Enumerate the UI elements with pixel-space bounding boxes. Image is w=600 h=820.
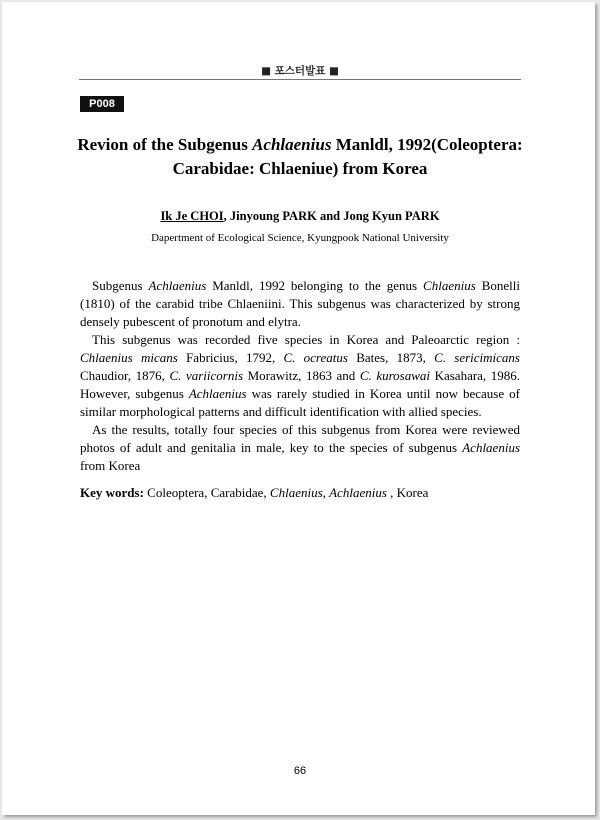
presenting-author: Ik Je CHOI xyxy=(160,209,224,223)
title-italic-genus: Achlaenius xyxy=(252,135,332,154)
text-run: Bates, 1873, xyxy=(347,350,435,365)
text-run: This subgenus was recorded five species in Korea and Paleoarctic region : xyxy=(92,332,520,347)
italic-run: Achlaenius xyxy=(148,278,207,293)
italic-run: C. variicornis xyxy=(169,368,244,383)
text-run: As the results, totally four species of this subgenus from Korea were reviewed photos of adult and genitalia in male, key to the species of subgenus xyxy=(80,422,520,455)
co-authors: , Jinyoung PARK and Jong Kyun PARK xyxy=(223,209,440,223)
text-run: , Korea xyxy=(386,485,429,500)
title-text-2: Manldl, 1992(Coleoptera: xyxy=(331,135,523,154)
italic-run: Chlaenius xyxy=(269,485,323,500)
italic-run: Achlaenius xyxy=(462,440,520,455)
abstract-paragraph-2 xyxy=(80,331,520,421)
text-run: Bonelli (1810) of the carabid tribe Chlaeniini. This subgenus was characterized by strong densely pubescent of pronotum and elytra. xyxy=(80,278,521,329)
author-list xyxy=(0,209,600,224)
abstract-paragraph-1 xyxy=(80,277,520,331)
italic-run: C. kurosawai xyxy=(359,368,431,383)
italic-run: Achlaenius xyxy=(188,386,247,401)
paper-code-badge: P008 xyxy=(80,96,124,112)
text-run: , xyxy=(322,485,330,500)
page-number: 66 xyxy=(293,765,307,777)
text-run: Chaudior, 1876, xyxy=(80,368,170,383)
abstract-paragraph-3 xyxy=(80,421,520,475)
text-run: was rarely studied in Korea until now because of similar morphological patterns and difficult identification with allied species. xyxy=(80,386,520,419)
italic-run: Chlaenius xyxy=(423,278,476,293)
italic-run: C. sericimicans xyxy=(434,350,520,365)
abstract-body xyxy=(80,277,520,475)
paper-title xyxy=(60,133,540,181)
keywords xyxy=(80,484,520,502)
italic-run: C. ocreatus xyxy=(283,350,348,365)
keywords-label: Key words: xyxy=(80,485,144,500)
text-run: Subgenus xyxy=(92,278,149,293)
text-run: Fabricius, 1792, xyxy=(177,350,284,365)
affiliation: Dapertment of Ecological Science, Kyungpook National University xyxy=(151,232,449,244)
header-divider xyxy=(79,79,521,80)
text-run: Morawitz, 1863 and xyxy=(243,368,360,383)
section-header: ■ 포스터발표 ■ xyxy=(261,65,339,77)
title-text-line2: Carabidae: Chlaeniue) from Korea xyxy=(172,159,428,178)
italic-run: Chlaenius micans xyxy=(80,350,178,365)
text-run: Coleoptera, Carabidae, xyxy=(143,485,270,500)
text-run: Kasahara, 1986. However, subgenus xyxy=(80,368,520,401)
text-run: from Korea xyxy=(80,458,141,473)
text-run: Manldl, 1992 belonging to the genus xyxy=(206,278,424,293)
italic-run: Achlaenius xyxy=(329,485,387,500)
title-text-1: Revion of the Subgenus xyxy=(77,135,253,154)
